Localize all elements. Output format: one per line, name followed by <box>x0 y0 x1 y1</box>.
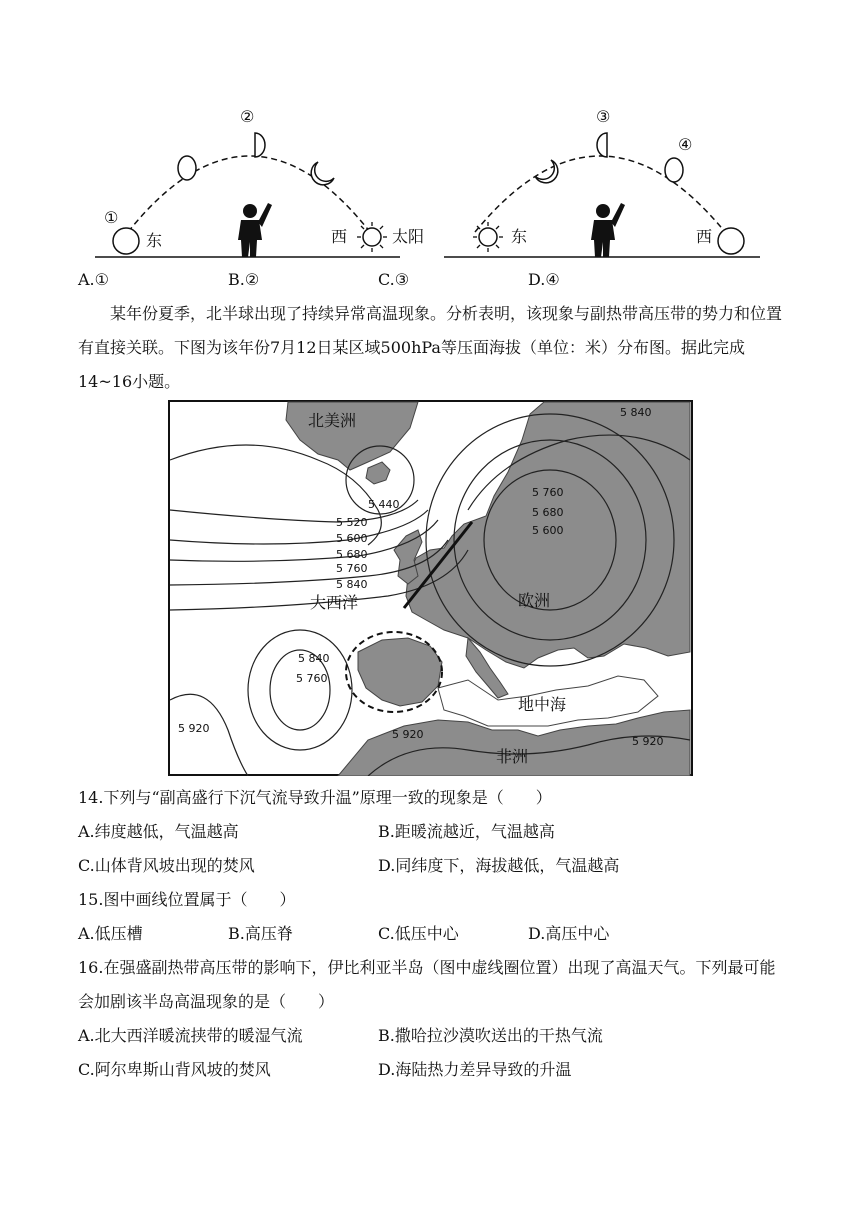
moon-gibbous-icon <box>178 156 196 180</box>
isoline-label: 5 920 <box>392 728 424 741</box>
q13-option-b: B.② <box>228 270 260 289</box>
q15-stem: 15.图中画线位置属于（ ） <box>78 890 296 909</box>
isoline-label: 5 520 <box>336 516 368 529</box>
q15-option-b: B.高压脊 <box>228 924 293 943</box>
moon-crescent-icon <box>535 160 558 183</box>
q16-option-a: A.北大西洋暖流挟带的暖湿气流 <box>78 1026 303 1045</box>
person-icon <box>238 203 272 257</box>
isoline-label: 5 920 <box>632 735 664 748</box>
marker-4-label: ④ <box>678 135 693 154</box>
q14-stem: 14.下列与“副高盛行下沉气流导致升温”原理一致的现象是（ ） <box>78 788 552 807</box>
east-label-right: 东 <box>511 227 528 246</box>
marker-1-label: ① <box>104 208 119 227</box>
west-label-left: 西 <box>331 227 348 246</box>
moon-full-icon <box>718 228 744 254</box>
moon-diagram-left <box>95 133 400 257</box>
sun-icon <box>473 222 503 252</box>
africa-label: 非洲 <box>496 747 529 766</box>
q13-option-c: C.③ <box>378 270 410 289</box>
isoline-label: 5 760 <box>336 562 368 575</box>
europe-label: 欧洲 <box>518 591 551 610</box>
moon-diagram-right <box>444 133 760 257</box>
moon-half-icon <box>255 133 265 157</box>
east-label-left: 东 <box>146 231 163 250</box>
q15-option-c: C.低压中心 <box>378 924 459 943</box>
west-label-right: 西 <box>696 227 713 246</box>
sun-icon <box>357 222 387 252</box>
q16-option-d: D.海陆热力差异导致的升温 <box>378 1060 572 1079</box>
isoline-label: 5 680 <box>336 548 368 561</box>
isoline-label: 5 840 <box>620 406 652 419</box>
q16-option-b: B.撒哈拉沙漠吹送出的干热气流 <box>378 1026 603 1045</box>
sun-label: 太阳 <box>392 227 425 246</box>
person-icon <box>591 203 625 257</box>
isobar-map <box>168 400 693 776</box>
q14-option-b: B.距暖流越近，气温越高 <box>378 822 555 841</box>
isoline-label: 5 840 <box>298 652 330 665</box>
moon-phase-diagrams <box>0 100 860 270</box>
isoline-label: 5 840 <box>336 578 368 591</box>
isoline-label: 5 440 <box>368 498 400 511</box>
q16-stem: 16.在强盛副热带高压带的影响下，伊比利亚半岛（图中虚线圈位置）出现了高温天气。下列最可能会加剧该半岛高温现象的是（ ） <box>78 958 776 1011</box>
marker-3-label: ③ <box>596 107 611 126</box>
moon-crescent-icon <box>311 162 334 185</box>
q14-option-a: A.纬度越低，气温越高 <box>78 822 239 841</box>
q15-option-d: D.高压中心 <box>528 924 610 943</box>
q13-option-d: D.④ <box>528 270 560 289</box>
q14-option-c: C.山体背风坡出现的焚风 <box>78 856 255 875</box>
q16-option-c: C.阿尔卑斯山背风坡的焚风 <box>78 1060 271 1079</box>
q15-option-a: A.低压槽 <box>78 924 143 943</box>
moon-full-icon <box>113 228 139 254</box>
isoline-label: 5 600 <box>336 532 368 545</box>
marker-2-label: ② <box>240 107 255 126</box>
isoline-label: 5 760 <box>532 486 564 499</box>
mediterranean-label: 地中海 <box>518 695 567 714</box>
q13-option-a: A.① <box>78 270 109 289</box>
north-america-label: 北美洲 <box>308 411 357 430</box>
moon-half-icon <box>597 133 607 157</box>
intro-paragraph: 某年份夏季，北半球出现了持续异常高温现象。分析表明，该现象与副热带高压带的势力和位置有直接关联。下图为该年份7月12日某区域500hPa等压面海拔（单位：米）分布图。据此完成14~16小题。 <box>78 304 783 391</box>
isoline-label: 5 760 <box>296 672 328 685</box>
q14-option-d: D.同纬度下，海拔越低，气温越高 <box>378 856 620 875</box>
isoline-label: 5 680 <box>532 506 564 519</box>
atlantic-label: 大西洋 <box>310 593 359 612</box>
isoline-label: 5 600 <box>532 524 564 537</box>
isoline-label: 5 920 <box>178 722 210 735</box>
moon-gibbous-icon <box>665 158 683 182</box>
